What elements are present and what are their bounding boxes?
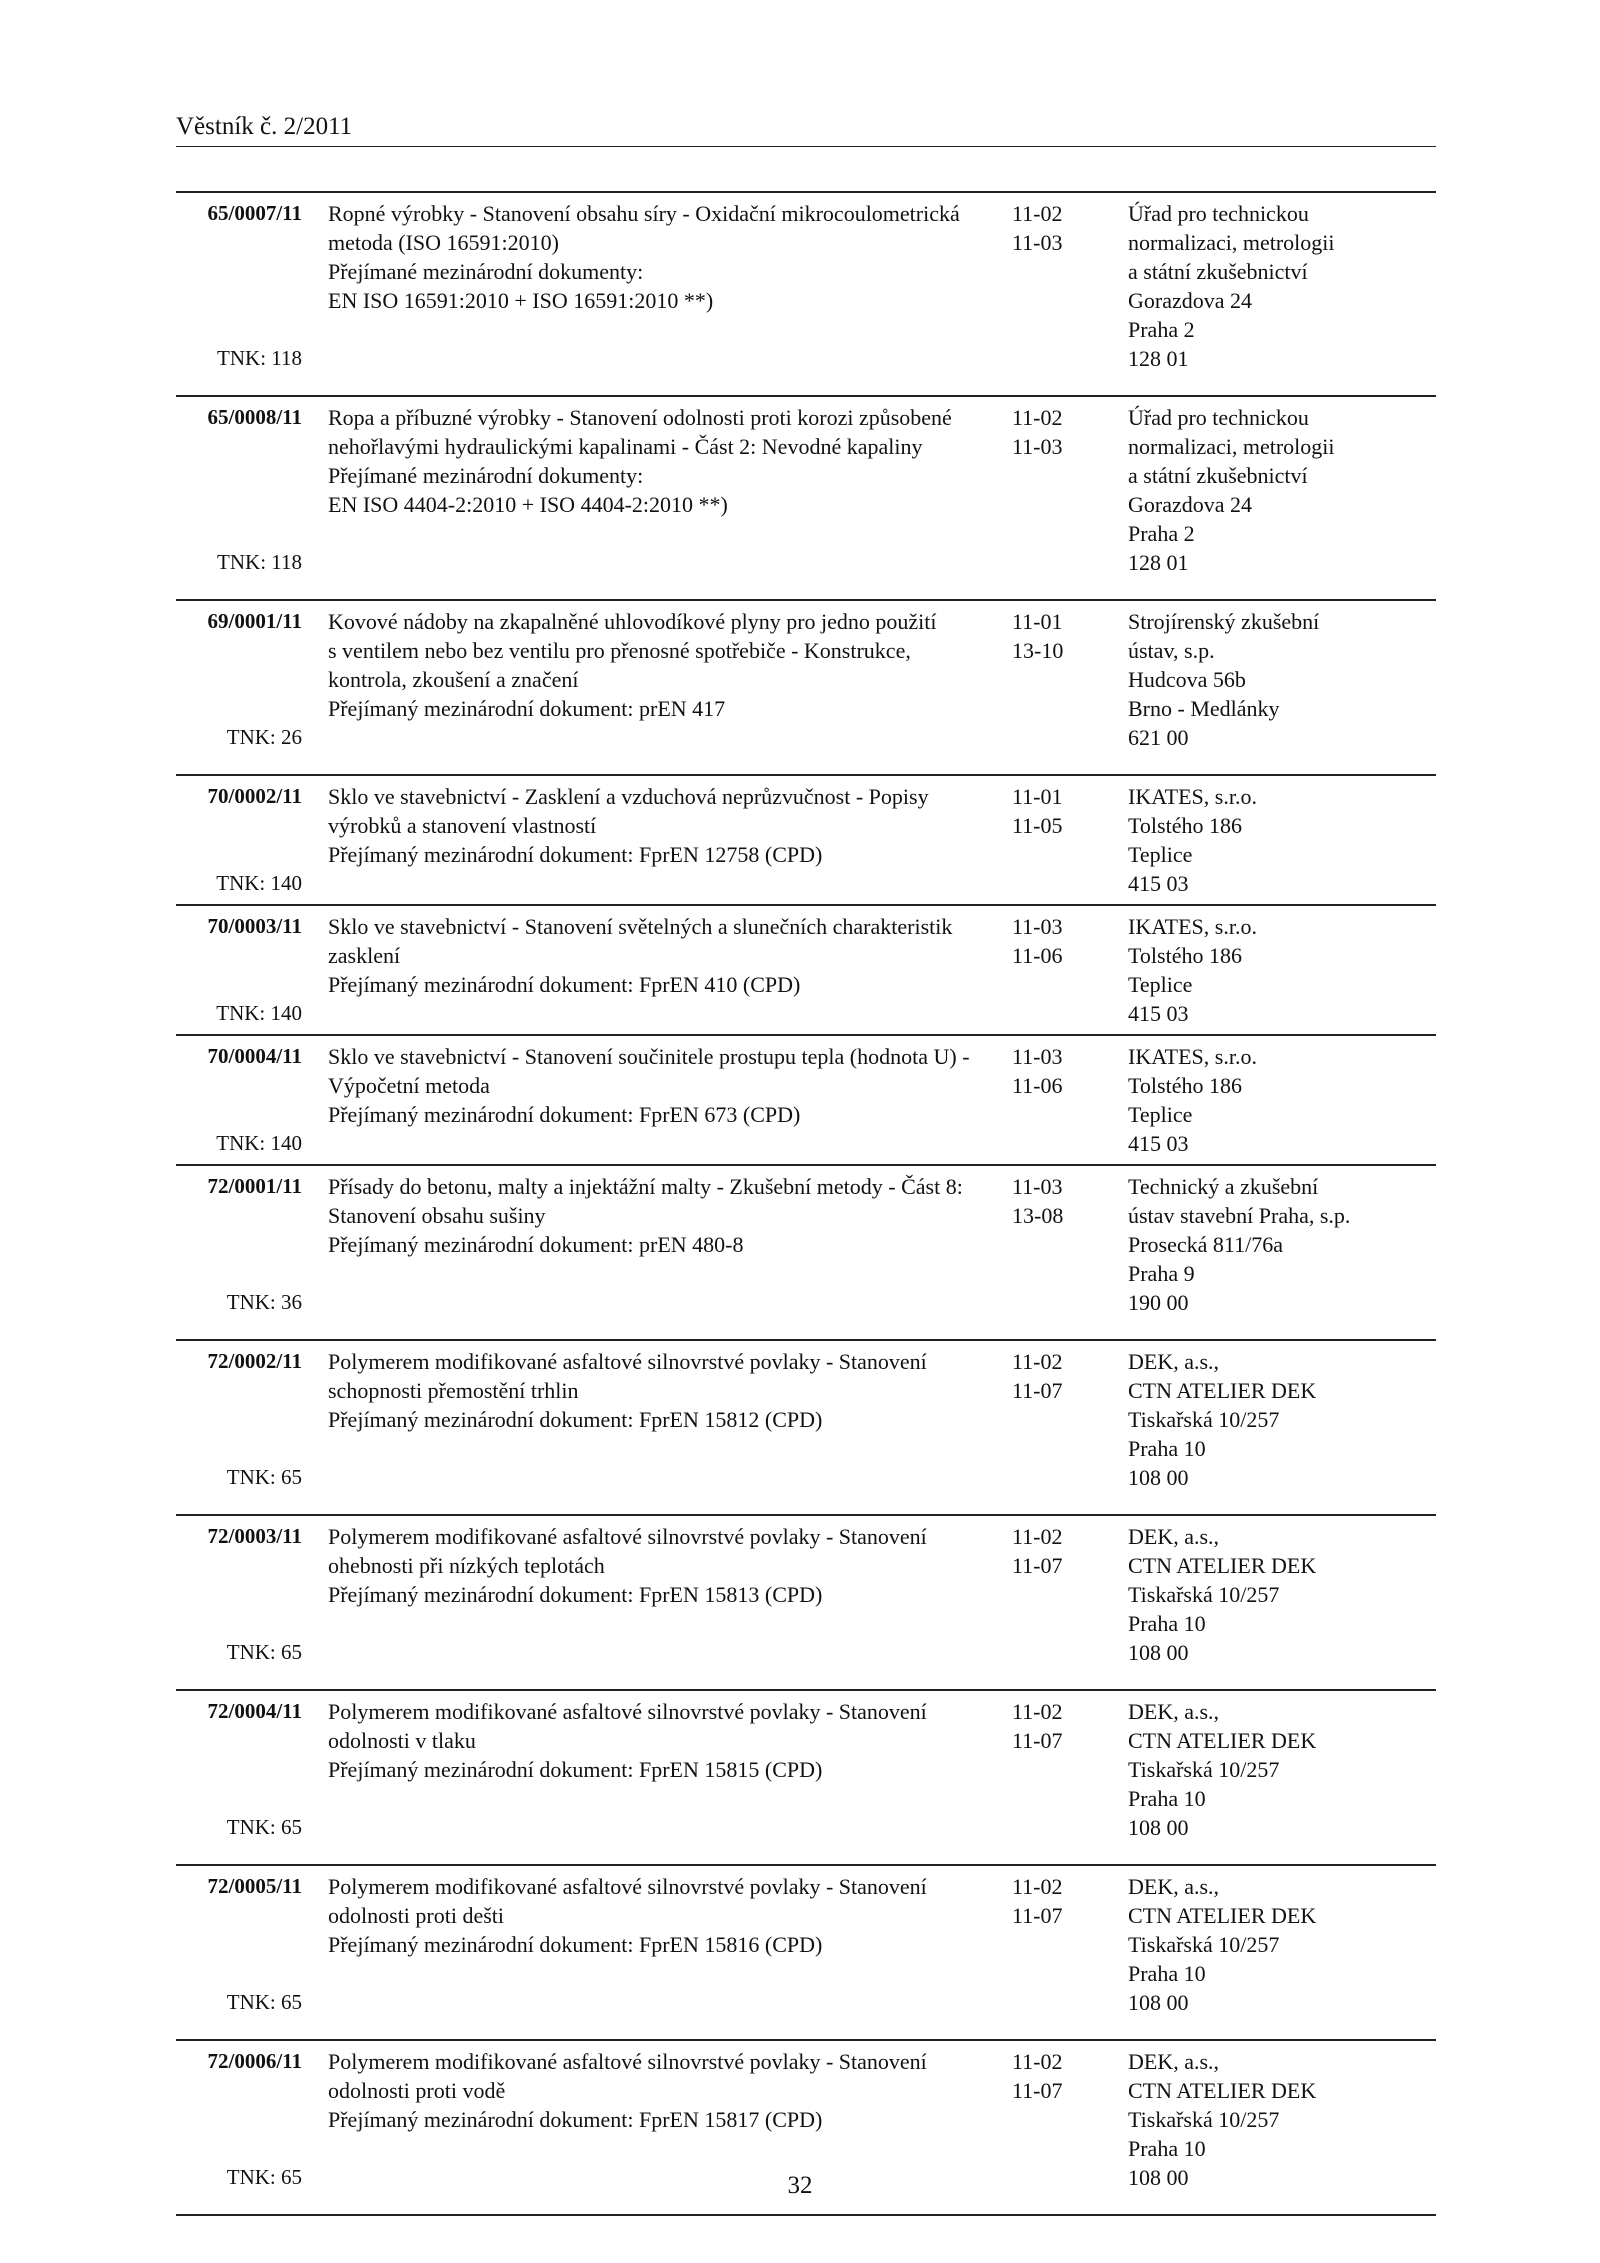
standard-title-line: Sklo ve stavebnictví - Stanovení světelných a slunečních charakteristik: [328, 914, 953, 939]
address-line: IKATES, s.r.o.: [1128, 914, 1257, 939]
standard-code: 65/0008/11: [207, 405, 302, 429]
address-line: DEK, a.s.,: [1128, 1349, 1220, 1374]
address-line: Tiskařská 10/257: [1128, 1757, 1280, 1782]
dates-cell: [1012, 607, 1128, 752]
page-number: 32: [787, 2172, 813, 2199]
address-line: CTN ATELIER DEK: [1128, 1728, 1317, 1753]
standard-title-line: Přejímané mezinárodní dokumenty:: [328, 259, 644, 284]
processor-address-cell: [1128, 1347, 1436, 1492]
standard-title-line: EN ISO 16591:2010 + ISO 16591:2010 **): [328, 288, 714, 313]
standard-title-line: Přejímaný mezinárodní dokument: FprEN 410 (CPD): [328, 972, 801, 997]
standard-title-line: Přejímaný mezinárodní dokument: FprEN 12758 (CPD): [328, 842, 823, 867]
address-line: Praha 9: [1128, 1261, 1195, 1286]
standard-title-cell: [302, 2047, 1012, 2192]
tnk-number: TNK: 140: [216, 1001, 302, 1025]
address-line: normalizaci, metrologii: [1128, 434, 1335, 459]
address-line: 415 03: [1128, 871, 1189, 896]
date-value: 11-03: [1012, 1174, 1063, 1199]
standard-row: [176, 1341, 1436, 1516]
tnk-number: TNK: 65: [226, 1465, 302, 1489]
standard-title-cell: [302, 1872, 1012, 2017]
standard-title-line: Polymerem modifikované asfaltové silnovrstvé povlaky - Stanovení: [328, 2049, 927, 2074]
standard-title-line: schopnosti přemostění trhlin: [328, 1378, 579, 1403]
standard-id-cell: [176, 1172, 302, 1317]
date-value: 11-05: [1012, 813, 1063, 838]
address-line: 108 00: [1128, 1815, 1189, 1840]
standard-title-cell: [302, 782, 1012, 898]
standard-title-line: Přejímaný mezinárodní dokument: FprEN 673 (CPD): [328, 1102, 801, 1127]
standard-code: 72/0004/11: [207, 1699, 302, 1723]
processor-address-cell: [1128, 607, 1436, 752]
dates-cell: [1012, 1042, 1128, 1158]
standard-code: 72/0001/11: [207, 1174, 302, 1198]
address-line: Teplice: [1128, 842, 1193, 867]
standard-code: 70/0004/11: [207, 1044, 302, 1068]
address-line: 108 00: [1128, 1640, 1189, 1665]
standard-title-line: Přejímaný mezinárodní dokument: FprEN 15813 (CPD): [328, 1582, 823, 1607]
date-value: 11-01: [1012, 784, 1063, 809]
processor-address-cell: [1128, 199, 1436, 373]
standard-title-line: Přejímaný mezinárodní dokument: prEN 417: [328, 696, 726, 721]
address-line: Teplice: [1128, 1102, 1193, 1127]
address-line: ústav stavební Praha, s.p.: [1128, 1203, 1351, 1228]
address-line: Hudcova 56b: [1128, 667, 1246, 692]
dates-cell: [1012, 2047, 1128, 2192]
standard-title-line: odolnosti proti vodě: [328, 2078, 506, 2103]
processor-address-cell: [1128, 782, 1436, 898]
address-line: ústav, s.p.: [1128, 638, 1215, 663]
address-line: normalizaci, metrologii: [1128, 230, 1335, 255]
standard-id-cell: [176, 1872, 302, 2017]
standard-id-cell: [176, 607, 302, 752]
standard-title-cell: [302, 607, 1012, 752]
standard-title-line: Kovové nádoby na zkapalněné uhlovodíkové plyny pro jedno použití: [328, 609, 937, 634]
tnk-number: TNK: 65: [226, 1640, 302, 1664]
tnk-number: TNK: 118: [217, 550, 302, 574]
standard-code: 72/0005/11: [207, 1874, 302, 1898]
tnk-number: TNK: 140: [216, 1131, 302, 1155]
address-line: 621 00: [1128, 725, 1189, 750]
standard-row: [176, 1166, 1436, 1341]
date-value: 13-08: [1012, 1203, 1064, 1228]
standard-title-line: Ropné výrobky - Stanovení obsahu síry - Oxidační mikrocoulometrická: [328, 201, 960, 226]
address-line: 108 00: [1128, 1465, 1189, 1490]
address-line: Tiskařská 10/257: [1128, 2107, 1280, 2132]
address-line: 108 00: [1128, 2165, 1189, 2190]
date-value: 11-07: [1012, 1903, 1063, 1928]
standard-id-cell: [176, 1522, 302, 1667]
date-value: 11-02: [1012, 1524, 1063, 1549]
address-line: Praha 10: [1128, 2136, 1206, 2161]
address-line: Prosecká 811/76a: [1128, 1232, 1283, 1257]
dates-cell: [1012, 1697, 1128, 1842]
date-value: 11-06: [1012, 943, 1063, 968]
tnk-number: TNK: 65: [226, 1815, 302, 1839]
date-value: 11-03: [1012, 434, 1063, 459]
date-value: 11-01: [1012, 609, 1063, 634]
standard-title-line: nehořlavými hydraulickými kapalinami - Část 2: Nevodné kapaliny: [328, 434, 923, 459]
standard-id-cell: [176, 1347, 302, 1492]
tnk-number: TNK: 26: [226, 725, 302, 749]
standard-title-line: výrobků a stanovení vlastností: [328, 813, 597, 838]
address-line: Tiskařská 10/257: [1128, 1582, 1280, 1607]
standard-title-cell: [302, 199, 1012, 373]
standard-id-cell: [176, 199, 302, 373]
standard-row: [176, 1036, 1436, 1166]
date-value: 11-03: [1012, 914, 1063, 939]
processor-address-cell: [1128, 912, 1436, 1028]
address-line: Praha 10: [1128, 1961, 1206, 1986]
standard-id-cell: [176, 2047, 302, 2192]
address-line: Gorazdova 24: [1128, 288, 1253, 313]
address-line: CTN ATELIER DEK: [1128, 2078, 1317, 2103]
standard-title-line: Polymerem modifikované asfaltové silnovrstvé povlaky - Stanovení: [328, 1699, 927, 1724]
standard-title-cell: [302, 1172, 1012, 1317]
standard-title-cell: [302, 1697, 1012, 1842]
standard-id-cell: [176, 1042, 302, 1158]
standard-row: [176, 601, 1436, 776]
standard-id-cell: [176, 912, 302, 1028]
standard-id-cell: [176, 1697, 302, 1842]
dates-cell: [1012, 403, 1128, 577]
processor-address-cell: [1128, 2047, 1436, 2192]
date-value: 11-07: [1012, 1378, 1063, 1403]
standard-title-line: Přejímaný mezinárodní dokument: FprEN 15816 (CPD): [328, 1932, 823, 1957]
tnk-number: TNK: 65: [226, 1990, 302, 2014]
address-line: CTN ATELIER DEK: [1128, 1903, 1317, 1928]
address-line: Úřad pro technickou: [1128, 405, 1309, 430]
dates-cell: [1012, 199, 1128, 373]
standard-row: [176, 1866, 1436, 2041]
date-value: 11-02: [1012, 201, 1063, 226]
standard-title-line: Přejímaný mezinárodní dokument: FprEN 15815 (CPD): [328, 1757, 823, 1782]
standard-code: 69/0001/11: [207, 609, 302, 633]
standard-row: [176, 193, 1436, 397]
address-line: CTN ATELIER DEK: [1128, 1553, 1317, 1578]
standard-id-cell: [176, 403, 302, 577]
processor-address-cell: [1128, 1697, 1436, 1842]
standards-table: [176, 191, 1436, 2216]
address-line: Praha 10: [1128, 1786, 1206, 1811]
standard-title-line: Polymerem modifikované asfaltové silnovrstvé povlaky - Stanovení: [328, 1524, 927, 1549]
tnk-number: TNK: 140: [216, 871, 302, 895]
standard-title-line: EN ISO 4404-2:2010 + ISO 4404-2:2010 **): [328, 492, 728, 517]
dates-cell: [1012, 782, 1128, 898]
standard-title-line: odolnosti proti dešti: [328, 1903, 504, 1928]
address-line: Praha 2: [1128, 317, 1195, 342]
standard-title-line: zasklení: [328, 943, 401, 968]
standard-title-line: Sklo ve stavebnictví - Zasklení a vzduchová neprůzvučnost - Popisy: [328, 784, 929, 809]
address-line: DEK, a.s.,: [1128, 1699, 1220, 1724]
standard-code: 72/0006/11: [207, 2049, 302, 2073]
standard-title-line: Stanovení obsahu sušiny: [328, 1203, 546, 1228]
address-line: 190 00: [1128, 1290, 1189, 1315]
processor-address-cell: [1128, 1872, 1436, 2017]
dates-cell: [1012, 1522, 1128, 1667]
standard-title-line: ohebnosti při nízkých teplotách: [328, 1553, 605, 1578]
dates-cell: [1012, 1172, 1128, 1317]
address-line: Praha 10: [1128, 1436, 1206, 1461]
address-line: Gorazdova 24: [1128, 492, 1253, 517]
address-line: 128 01: [1128, 346, 1189, 371]
address-line: a státní zkušebnictví: [1128, 259, 1308, 284]
address-line: Strojírenský zkušební: [1128, 609, 1320, 634]
address-line: Praha 2: [1128, 521, 1195, 546]
address-line: Tiskařská 10/257: [1128, 1932, 1280, 1957]
address-line: 415 03: [1128, 1131, 1189, 1156]
address-line: Tolstého 186: [1128, 1073, 1242, 1098]
standard-title-cell: [302, 1042, 1012, 1158]
address-line: 128 01: [1128, 550, 1189, 575]
address-line: 415 03: [1128, 1001, 1189, 1026]
address-line: Brno - Medlánky: [1128, 696, 1280, 721]
date-value: 13-10: [1012, 638, 1064, 663]
standard-code: 72/0002/11: [207, 1349, 302, 1373]
standard-title-cell: [302, 1522, 1012, 1667]
date-value: 11-03: [1012, 1044, 1063, 1069]
standard-title-line: Přejímaný mezinárodní dokument: prEN 480-8: [328, 1232, 744, 1257]
date-value: 11-03: [1012, 230, 1063, 255]
standard-code: 65/0007/11: [207, 201, 302, 225]
standard-title-line: odolnosti v tlaku: [328, 1728, 476, 1753]
standard-row: [176, 776, 1436, 906]
standard-row: [176, 1691, 1436, 1866]
standard-title-line: Sklo ve stavebnictví - Stanovení součinitele prostupu tepla (hodnota U) -: [328, 1044, 970, 1069]
standard-id-cell: [176, 782, 302, 898]
standard-title-cell: [302, 403, 1012, 577]
standard-row: [176, 397, 1436, 601]
standard-title-line: Polymerem modifikované asfaltové silnovrstvé povlaky - Stanovení: [328, 1349, 927, 1374]
address-line: 108 00: [1128, 1990, 1189, 2015]
standard-code: 70/0002/11: [207, 784, 302, 808]
date-value: 11-02: [1012, 405, 1063, 430]
processor-address-cell: [1128, 403, 1436, 577]
standard-title-line: Přejímané mezinárodní dokumenty:: [328, 463, 644, 488]
standard-title-line: Výpočetní metoda: [328, 1073, 490, 1098]
tnk-number: TNK: 118: [217, 346, 302, 370]
standard-title-cell: [302, 1347, 1012, 1492]
standard-title-line: kontrola, zkoušení a značení: [328, 667, 579, 692]
date-value: 11-06: [1012, 1073, 1063, 1098]
date-value: 11-02: [1012, 2049, 1063, 2074]
standard-row: [176, 906, 1436, 1036]
standard-title-line: Přejímaný mezinárodní dokument: FprEN 15812 (CPD): [328, 1407, 823, 1432]
address-line: IKATES, s.r.o.: [1128, 1044, 1257, 1069]
address-line: IKATES, s.r.o.: [1128, 784, 1257, 809]
tnk-number: TNK: 65: [226, 2165, 302, 2189]
date-value: 11-07: [1012, 1728, 1063, 1753]
page-header-title: Věstník č. 2/2011: [176, 113, 353, 140]
address-line: DEK, a.s.,: [1128, 1524, 1220, 1549]
standard-title-line: Přísady do betonu, malty a injektážní malty - Zkušební metody - Část 8:: [328, 1174, 963, 1199]
standard-title-line: Ropa a příbuzné výrobky - Stanovení odolnosti proti korozi způsobené: [328, 405, 952, 430]
dates-cell: [1012, 912, 1128, 1028]
standard-code: 70/0003/11: [207, 914, 302, 938]
address-line: Teplice: [1128, 972, 1193, 997]
date-value: 11-07: [1012, 2078, 1063, 2103]
date-value: 11-02: [1012, 1874, 1063, 1899]
standard-row: [176, 1516, 1436, 1691]
standard-title-line: s ventilem nebo bez ventilu pro přenosné spotřebiče - Konstrukce,: [328, 638, 911, 663]
date-value: 11-02: [1012, 1349, 1063, 1374]
address-line: Tolstého 186: [1128, 943, 1242, 968]
tnk-number: TNK: 36: [226, 1290, 302, 1314]
address-line: CTN ATELIER DEK: [1128, 1378, 1317, 1403]
processor-address-cell: [1128, 1172, 1436, 1317]
dates-cell: [1012, 1872, 1128, 2017]
header-rule: [176, 146, 1436, 147]
address-line: a státní zkušebnictví: [1128, 463, 1308, 488]
standard-title-line: Polymerem modifikované asfaltové silnovrstvé povlaky - Stanovení: [328, 1874, 927, 1899]
date-value: 11-07: [1012, 1553, 1063, 1578]
standard-title-cell: [302, 912, 1012, 1028]
standard-title-line: metoda (ISO 16591:2010): [328, 230, 559, 255]
address-line: DEK, a.s.,: [1128, 1874, 1220, 1899]
address-line: Tolstého 186: [1128, 813, 1242, 838]
address-line: Technický a zkušební: [1128, 1174, 1319, 1199]
standard-code: 72/0003/11: [207, 1524, 302, 1548]
date-value: 11-02: [1012, 1699, 1063, 1724]
address-line: Úřad pro technickou: [1128, 201, 1309, 226]
address-line: DEK, a.s.,: [1128, 2049, 1220, 2074]
address-line: Praha 10: [1128, 1611, 1206, 1636]
address-line: Tiskařská 10/257: [1128, 1407, 1280, 1432]
processor-address-cell: [1128, 1042, 1436, 1158]
dates-cell: [1012, 1347, 1128, 1492]
processor-address-cell: [1128, 1522, 1436, 1667]
standard-title-line: Přejímaný mezinárodní dokument: FprEN 15817 (CPD): [328, 2107, 823, 2132]
